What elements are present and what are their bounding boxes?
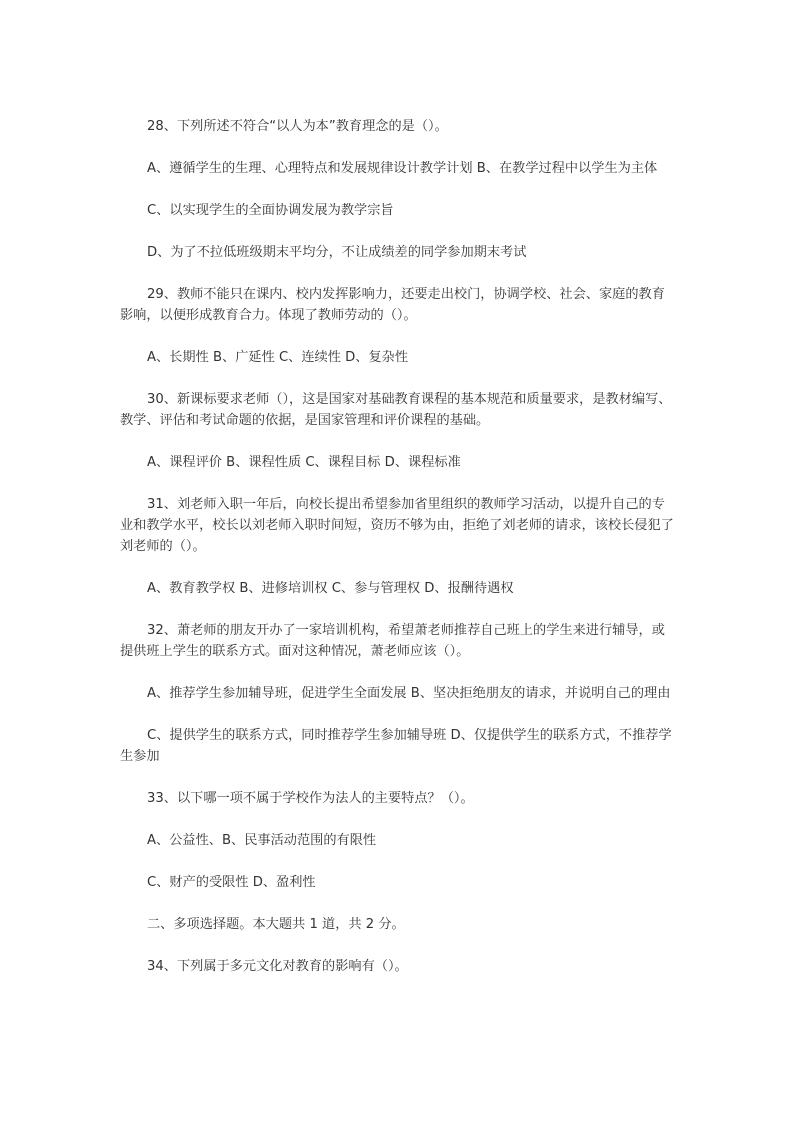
question-31-options: A、教育教学权 B、进修培训权 C、参与管理权 D、报酬待遇权 xyxy=(147,581,514,596)
question-33-options-ab: A、公益性、B、民事活动范围的有限性 xyxy=(147,833,377,848)
question-30-options: A、课程评价 B、课程性质 C、课程目标 D、课程标准 xyxy=(147,455,461,470)
question-28-stem: 28、下列所述不符合“以人为本”教育理念的是（）。 xyxy=(147,119,448,134)
document-body xyxy=(120,116,676,998)
question-29-stem: 29、教师不能只在课内、校内发挥影响力，还要走出校门，协调学校、社会、家庭的教育影响，以便形成教育合力。体现了教师劳动的（）。 xyxy=(120,287,665,323)
question-28-options-ab: A、遵循学生的生理、心理特点和发展规律设计教学计划 B、在教学过程中以学生为主体 xyxy=(147,161,658,176)
question-32-options-cd: C、提供学生的联系方式，同时推荐学生参加辅导班 D、仅提供学生的联系方式，不推荐学生参加 xyxy=(120,728,672,764)
section-heading-multiple-choice: 二、多项选择题。本大题共 1 道，共 2 分。 xyxy=(147,917,405,932)
question-31-stem: 31、刘老师入职一年后，向校长提出希望参加省里组织的教师学习活动，以提升自己的专业和教学水平，校长以刘老师入职时间短，资历不够为由，拒绝了刘老师的请求，该校长侵犯了刘老师的（）。 xyxy=(120,497,674,554)
question-28-option-d: D、为了不拉低班级期末平均分，不让成绩差的同学参加期末考试 xyxy=(147,245,527,260)
question-28-option-c: C、以实现学生的全面协调发展为教学宗旨 xyxy=(147,203,394,218)
question-32-options-ab: A、推荐学生参加辅导班，促进学生全面发展 B、坚决拒绝朋友的请求，并说明自己的理由 xyxy=(147,686,671,701)
question-32-stem: 32、萧老师的朋友开办了一家培训机构，希望萧老师推荐自己班上的学生来进行辅导，或提供班上学生的联系方式。面对这种情况，萧老师应该（）。 xyxy=(120,623,665,659)
question-33-stem: 33、以下哪一项不属于学校作为法人的主要特点？（）。 xyxy=(147,791,474,806)
question-34-stem: 34、下列属于多元文化对教育的影响有（）。 xyxy=(147,959,408,974)
question-33-options-cd: C、财产的受限性 D、盈利性 xyxy=(147,875,316,890)
question-29-options: A、长期性 B、广延性 C、连续性 D、复杂性 xyxy=(147,350,409,365)
question-30-stem: 30、新课标要求老师（），这是国家对基础教育课程的基本规范和质量要求，是教材编写、教学、评估和考试命题的依据，是国家管理和评价课程的基础。 xyxy=(120,392,672,428)
